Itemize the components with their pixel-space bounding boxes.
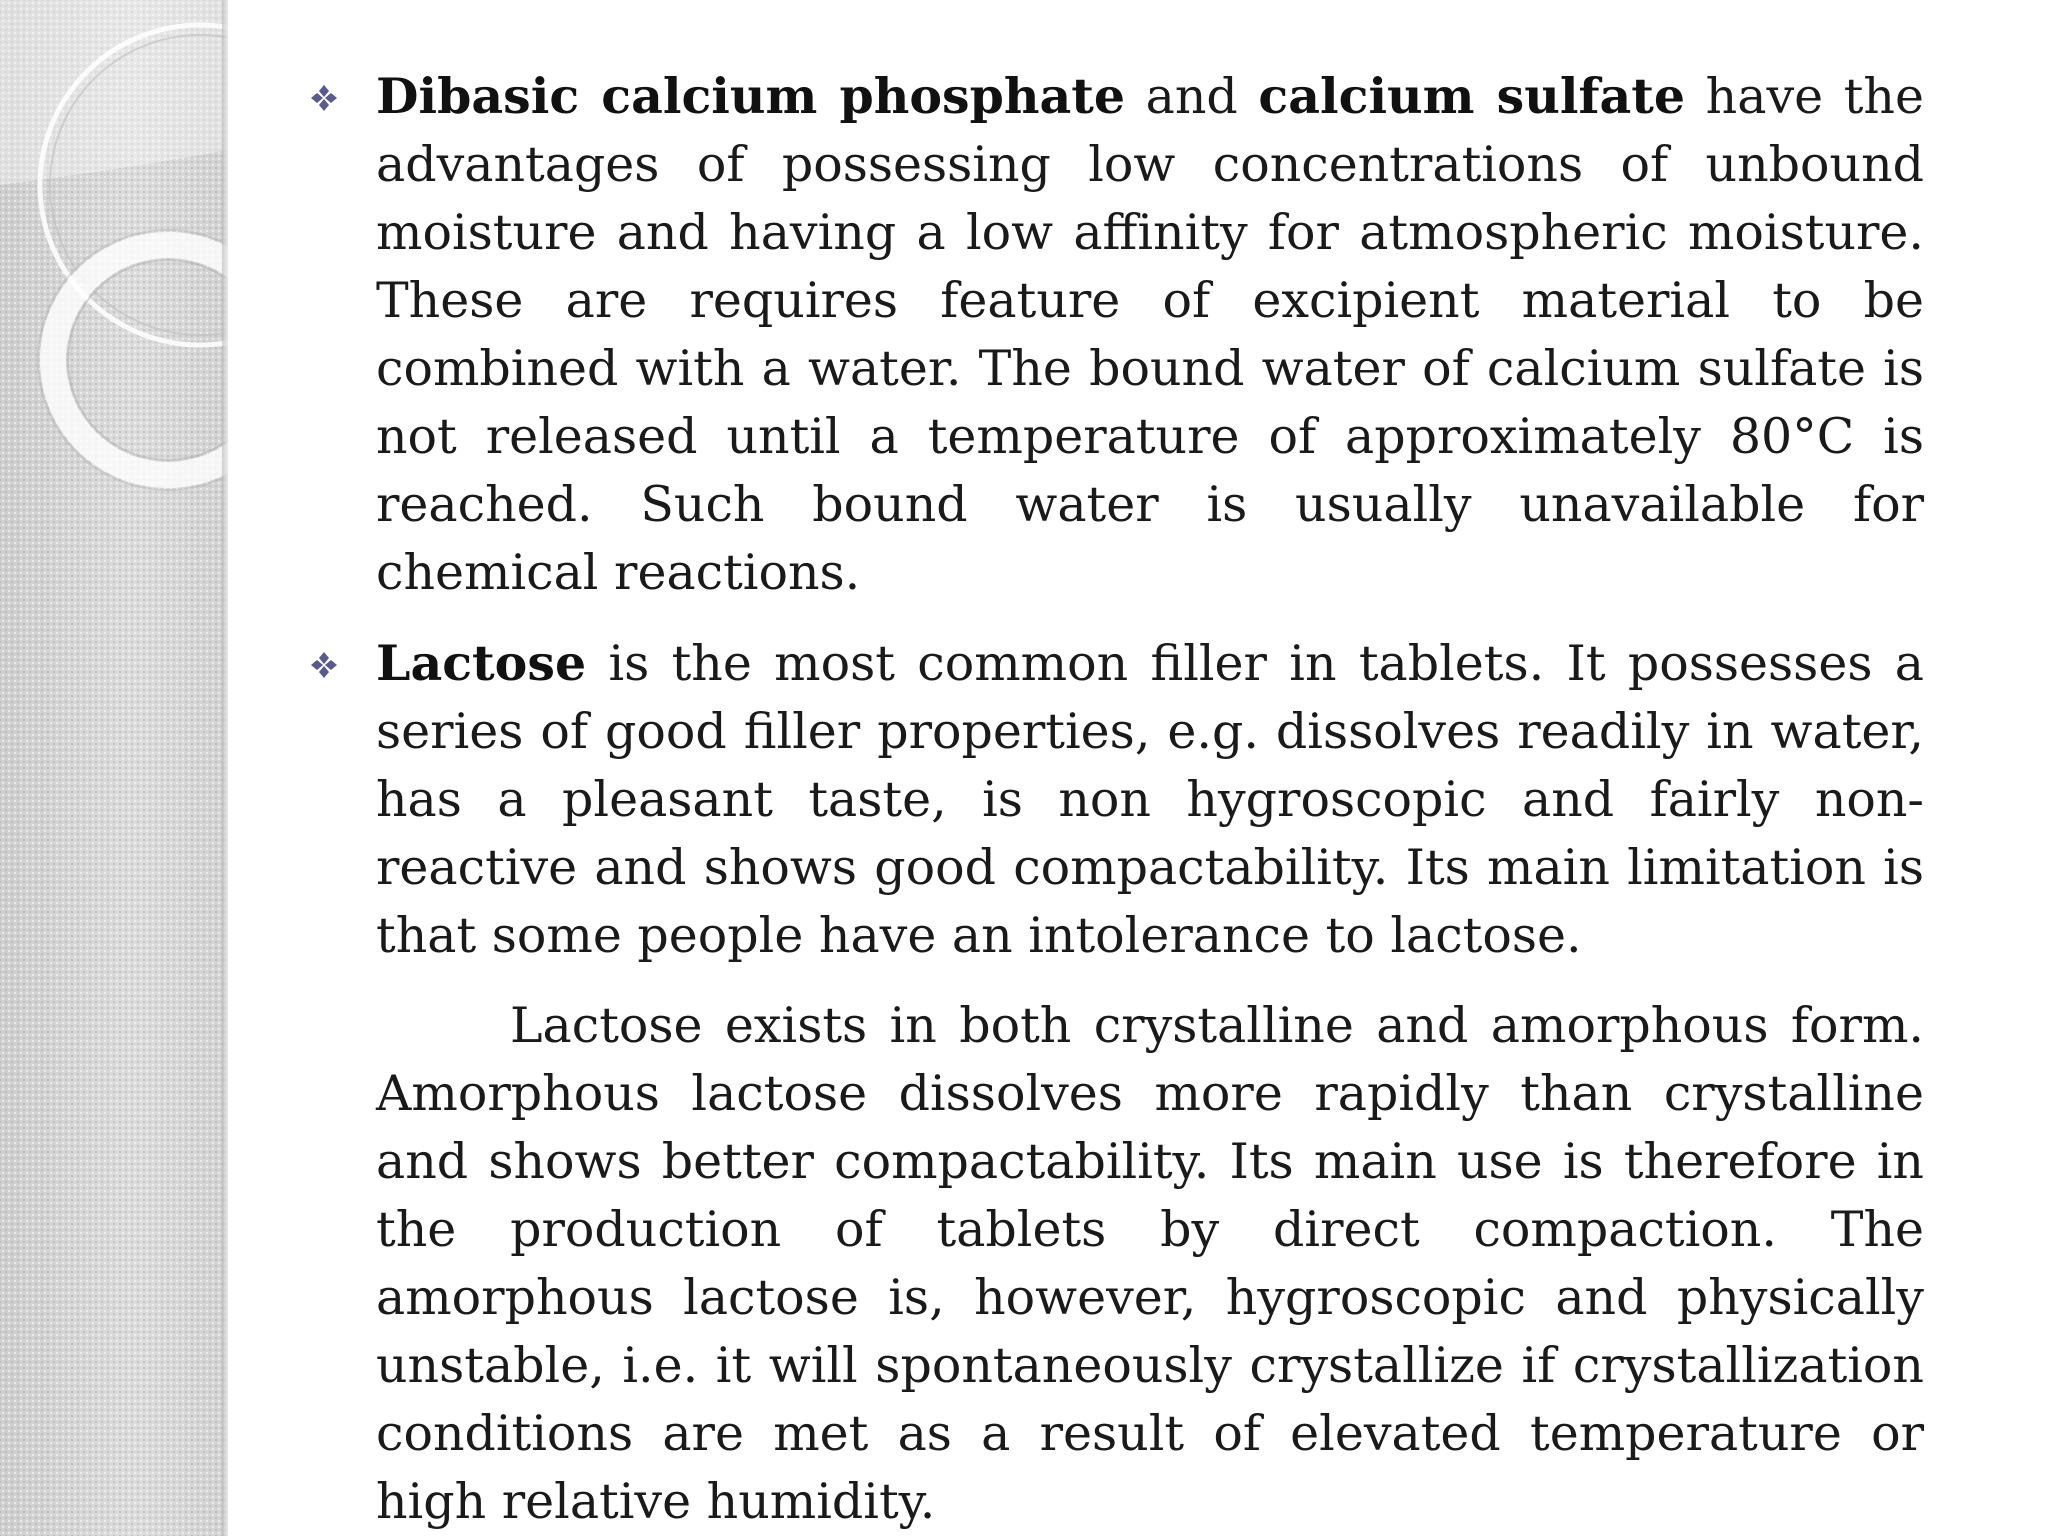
slide-content	[310, 62, 1924, 1536]
lactose-body-text: is the most common filler in tablets. It possesses a series of good filler properties, e.g. dissolves readily in water, has a pleasant taste, is non hygroscopic and fairly non-reactive and shows good compactability. Its main limitation is that some people have an intolerance to lactose.	[376, 635, 1924, 964]
calcium-paragraph	[376, 62, 1924, 607]
bullet-item-lactose	[310, 629, 1924, 970]
decorative-circles-graphic	[0, 0, 228, 520]
calcium-sulfate-term: calcium sulfate	[1258, 67, 1686, 125]
connector-text: and	[1125, 68, 1259, 125]
four-diamond-bullet-icon	[310, 84, 338, 112]
sidebar-edge	[222, 0, 228, 1536]
dibasic-calcium-phosphate-term: Dibasic calcium phosphate	[376, 67, 1126, 125]
lactose-term: Lactose	[376, 634, 587, 692]
bullet-item-calcium	[310, 62, 1924, 607]
decorative-sidebar	[0, 0, 228, 1536]
calcium-body-text: have the advantages of possessing low concentrations of unbound moisture and having a low affinity for atmospheric moisture. These are requires feature of excipient material to be combined with a water. The bound water of calcium sulfate is not released until a temperature of approximately 80°C is reached. Such bound water is usually unavailable for chemical reactions.	[376, 68, 1924, 601]
lactose-forms-paragraph: Lactose exists in both crystalline and amorphous form. Amorphous lactose dissolves more rapidly than crystalline and shows better compactability. Its main use is therefore in the production of tablets by direct compaction. The amorphous lactose is, however, hygroscopic and physically unstable, i.e. it will spontaneously crystallize if crystallization conditions are met as a result of elevated temperature or high relative humidity.	[376, 997, 1924, 1530]
four-diamond-bullet-icon	[310, 651, 338, 679]
lactose-paragraph	[376, 629, 1924, 970]
lactose-continuation	[310, 992, 1924, 1536]
